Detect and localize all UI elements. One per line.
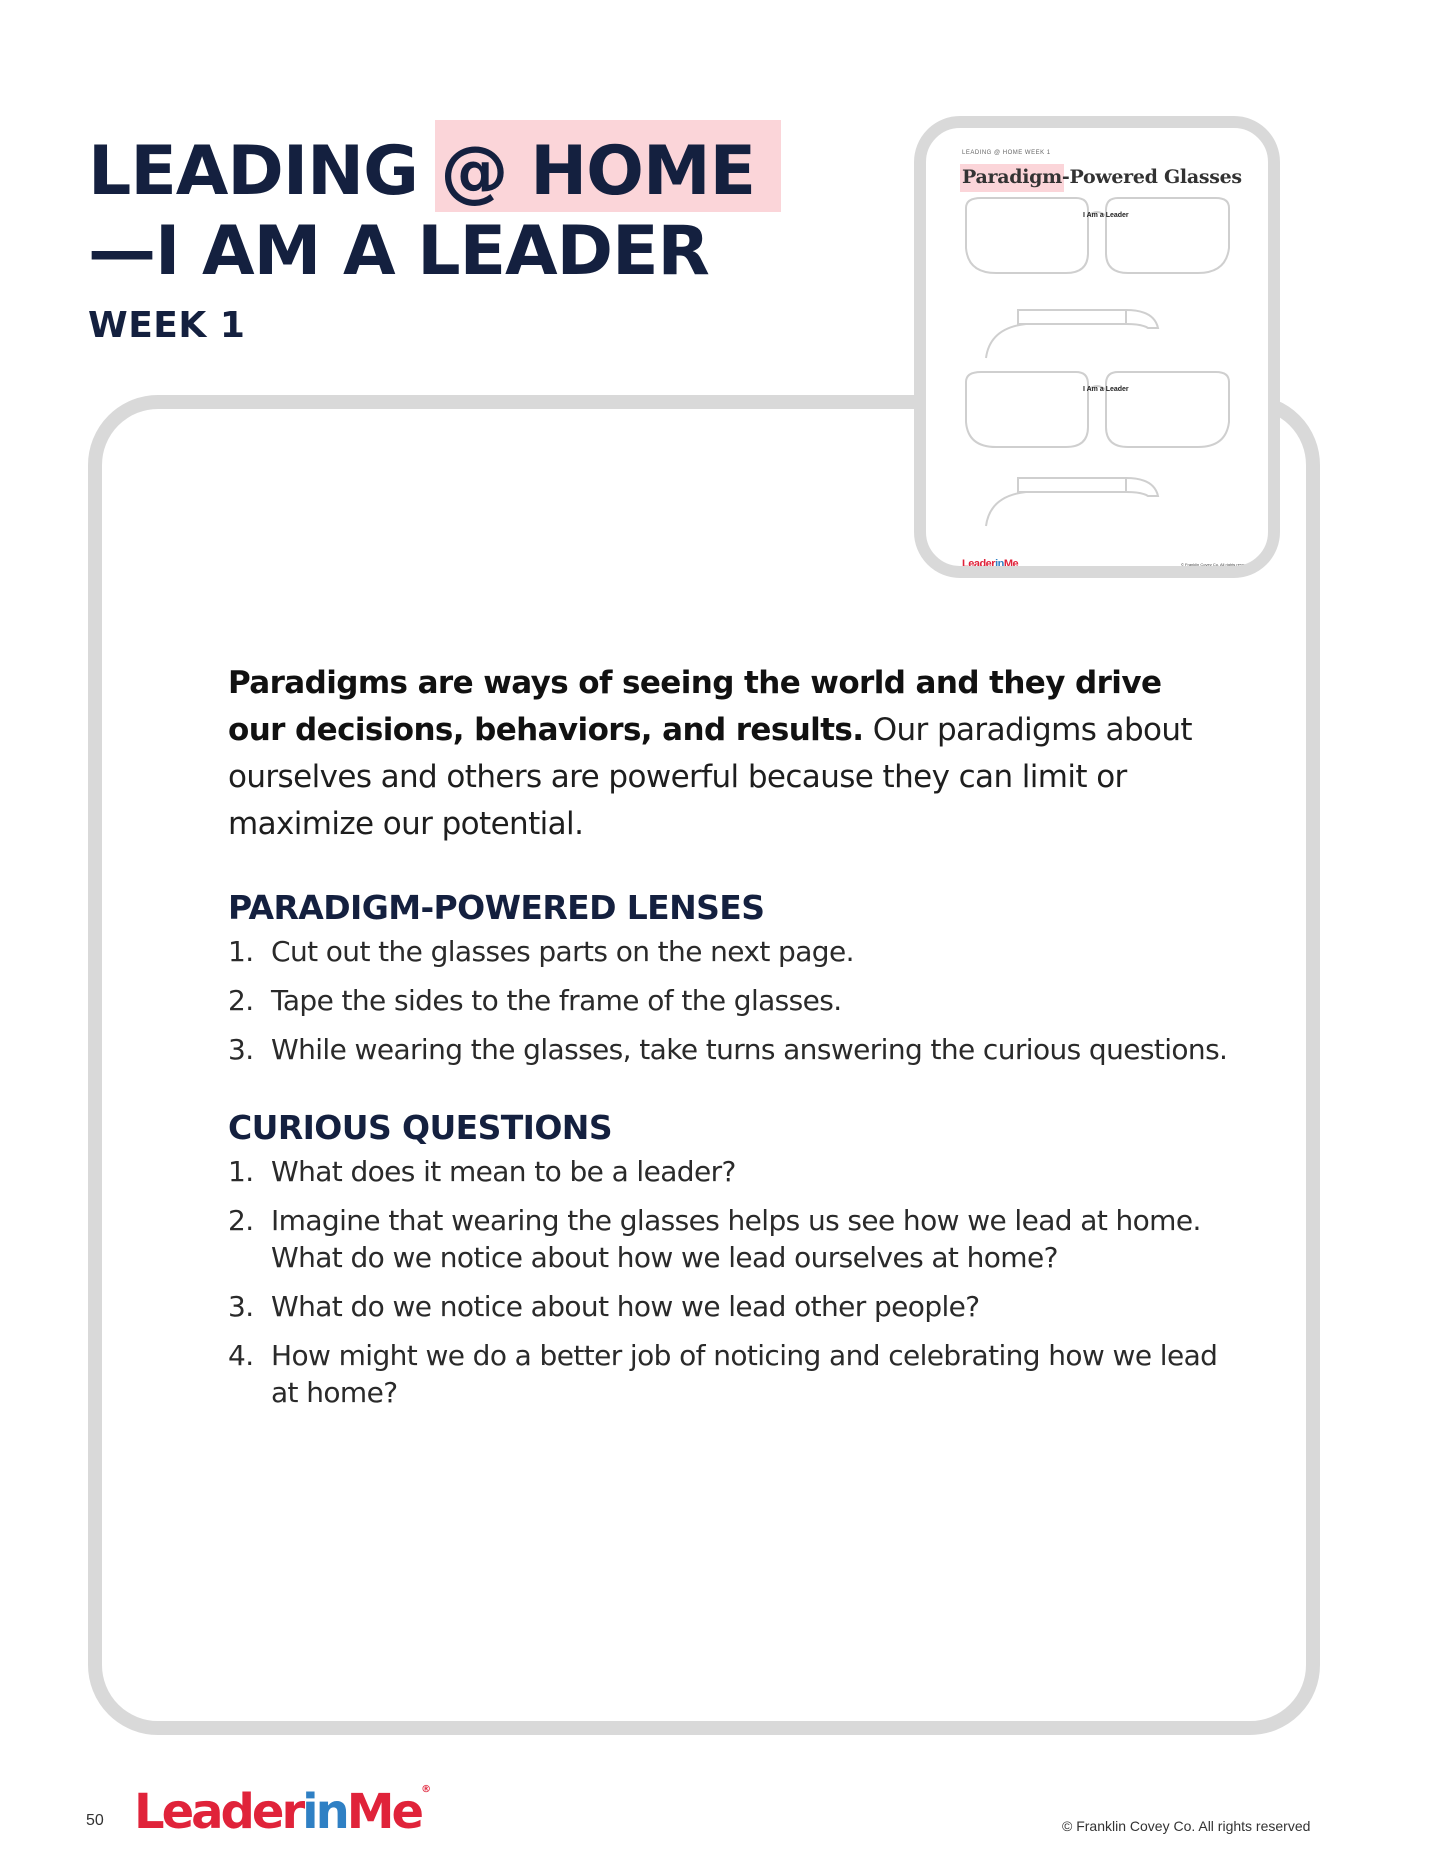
next-page-thumbnail — [914, 116, 1280, 578]
title-line-2: —I AM A LEADER — [88, 212, 709, 291]
glasses-outline-icon — [926, 128, 1268, 566]
thumbnail-tag-top: I Am a Leader — [1083, 212, 1129, 219]
thumbnail-kicker: LEADING @ HOME WEEK 1 — [962, 150, 1051, 156]
list-item: 1. Cut out the glasses parts on the next page. — [228, 935, 854, 968]
thumbnail-logo: LeaderinMe — [962, 558, 1019, 570]
intro-paragraph — [228, 660, 1228, 848]
questions-list — [228, 1153, 1228, 1411]
list-item: 1. What does it mean to be a leader? — [228, 1155, 736, 1188]
thumbnail-title: Paradigm-Powered Glasses — [962, 166, 1242, 188]
leader-in-me-logo: LeaderinMe® — [134, 1784, 432, 1840]
list-item: 3. While wearing the glasses, take turns answering the curious questions. — [228, 1033, 1228, 1066]
lenses-heading: PARADIGM-POWERED LENSES — [228, 888, 765, 927]
thumbnail-tag-bottom: I Am a Leader — [1083, 386, 1129, 393]
intro-rest: Our paradigms about ourselves and others are powerful because they can limit or maximize our potential. — [228, 712, 1192, 842]
list-item: 3. What do we notice about how we lead other people? — [228, 1290, 980, 1323]
copyright-notice: © Franklin Covey Co. All rights reserved — [1062, 1818, 1311, 1834]
page-title — [88, 132, 755, 292]
lenses-list — [228, 933, 1228, 1068]
page-number: 50 — [86, 1812, 104, 1829]
list-item: 2. Tape the sides to the frame of the glasses. — [228, 984, 842, 1017]
list-item: 2. Imagine that wearing the glasses helps us see how we lead at home. What do we notice about how we lead ourselves at home? — [228, 1204, 1201, 1274]
intro-bold: Paradigms are ways of seeing the world and they drive our decisions, behaviors, and results. — [228, 665, 1162, 748]
week-label: WEEK 1 — [88, 305, 246, 346]
questions-heading: CURIOUS QUESTIONS — [228, 1108, 612, 1147]
body-content — [228, 660, 1228, 1423]
title-line-1: LEADING @ HOME — [88, 132, 755, 212]
list-item: 4. How might we do a better job of noticing and celebrating how we lead at home? — [228, 1339, 1218, 1409]
thumbnail-copyright: © Franklin Covey Co. All rights reserved. 51 — [1181, 562, 1259, 567]
